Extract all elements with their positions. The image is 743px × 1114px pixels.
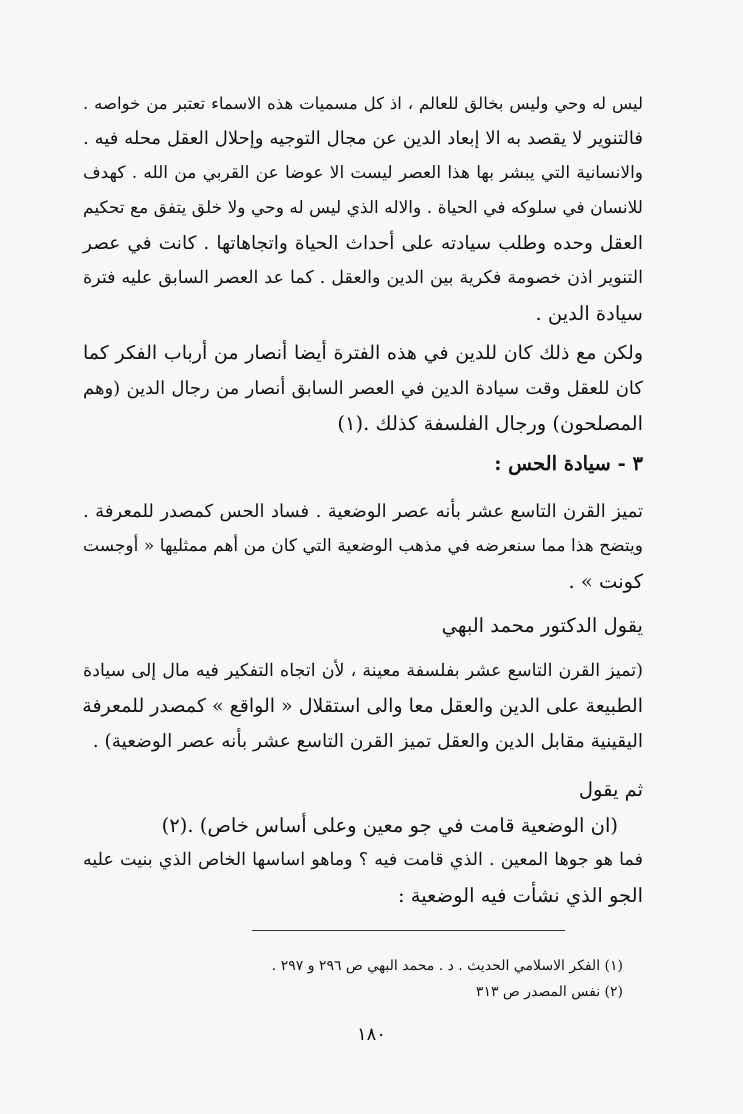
text-line: الجو الذي نشأت فيه الوضعية : [398,884,643,907]
text-line: المصلحون) ورجال الفلسفة كذلك .(١) [337,412,643,435]
text-line: العقل وحده وطلب سيادته على أحداث الحياة واتجاهاتها . كانت في عصر [83,233,643,254]
text-line: للانسان في سلوكه في الحياة . والاله الذي ليس له وحي ولا خلق يتفق مع تحكيم [83,198,643,218]
text-line: التنوير اذن خصومة فكرية بين الدين والعقل . كما عد العصر السابق عليه فترة [83,268,643,288]
text-line: كونت » . [568,570,643,593]
text-line: كان للعقل وقت سيادة الدين في العصر السابق أنصار من رجال الدين (وهم [83,378,643,399]
text-line: ويتضح هذا مما سنعرضه في مذهب الوضعية التي كان من أهم ممثليها « أوجست [83,536,643,556]
footnote-separator [252,930,565,931]
section-heading: ٣ - سيادة الحس : [494,452,643,475]
page-number: ١٨٠ [356,1024,386,1045]
text-line: والانسانية التي يبشر بها هذا العصر ليست الا عوضا عن القربي من الله . كهدف [83,163,643,183]
text-line: يقول الدكتور محمد البهي [441,614,643,637]
text-line: اليقينية مقابل الدين والعقل تميز القرن التاسع عشر بأنه عصر الوضعية) . [92,731,643,752]
footnote: (١) الفكر الاسلامي الحديث . د . محمد البهي ص ٢٩٦ و ٢٩٧ . [271,958,623,974]
text-line: ولكن مع ذلك كان للدين في هذه الفترة أيضا أنصار من أرباب الفكر كما [83,342,643,364]
text-line: فما هو جوها المعين . الذي قامت فيه ؟ وماهو اساسها الخاص الذي بنيت عليه [83,850,643,870]
text-line: ليس له وحي وليس بخالق للعالم ، اذ كل مسميات هذه الاسماء تعتبر من خواصه . [83,94,643,113]
text-line: تميز القرن التاسع عشر بأنه عصر الوضعية . فساد الحس كمصدر للمعرفة . [83,501,643,522]
quote-line: (ان الوضعية قامت في جو معين وعلى أساس خاص) .(٢) [161,814,618,837]
footnote: (٢) نفس المصدر ص ٣١٣ [475,984,623,1000]
text-line: فالتنوير لا يقصد به الا إبعاد الدين عن مجال التوجيه وإحلال العقل محله فيه . [83,128,643,149]
text-line: (تميز القرن التاسع عشر بفلسفة معينة ، لأن اتجاه التفكير فيه مال إلى سيادة [83,661,643,681]
text-line: سيادة الدين . [535,302,643,325]
text-line: ثم يقول [578,778,643,801]
text-line: الطبيعة على الدين والعقل معا والى استقلال « الواقع » كمصدر للمعرفة [82,695,643,717]
